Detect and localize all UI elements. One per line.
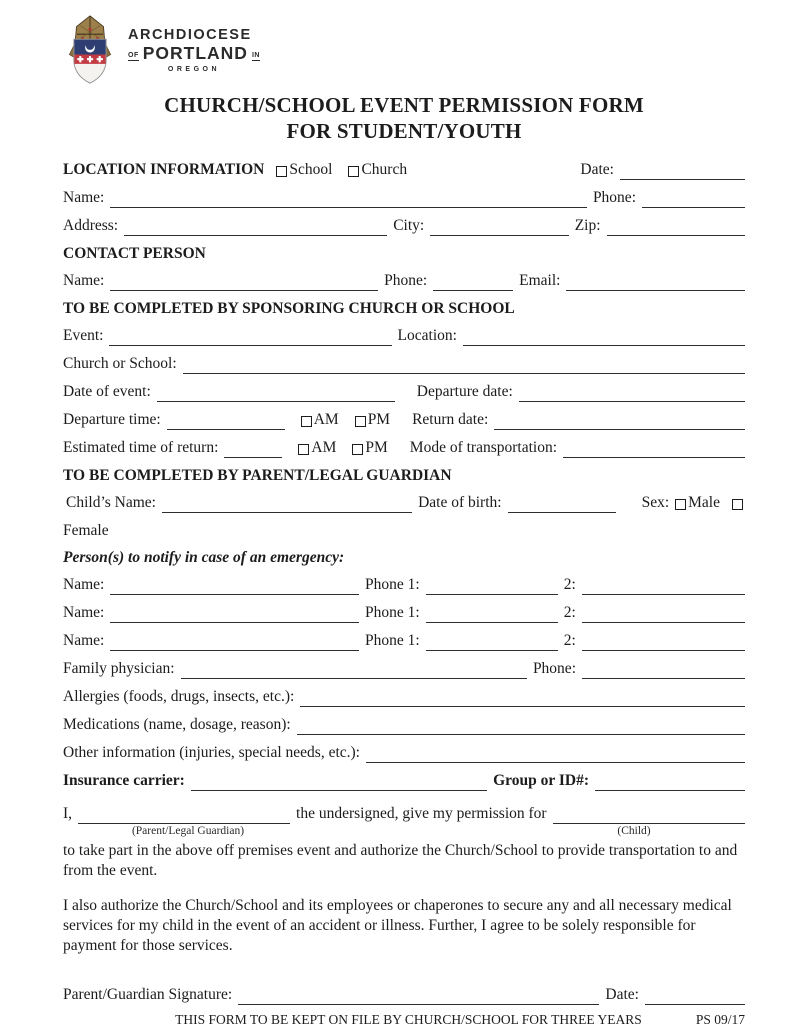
est-return-input-line[interactable] — [224, 438, 282, 458]
church-checkbox[interactable] — [348, 166, 359, 177]
logo-city-word: PORTLAND — [142, 43, 248, 63]
sponsor-heading-row — [63, 299, 745, 318]
return-am-checkbox[interactable] — [298, 444, 309, 455]
form-title — [63, 92, 745, 144]
guardian-heading-row — [63, 466, 745, 485]
emergency-phone2-label: 2: — [563, 604, 576, 621]
contact-heading: CONTACT PERSON — [63, 245, 206, 262]
child-name-label: Child’s Name: — [66, 494, 156, 511]
city-label: City: — [393, 217, 425, 234]
emergency-phone2-label: 2: — [563, 632, 576, 649]
sex-label: Sex: — [641, 494, 670, 511]
child-row — [63, 493, 745, 513]
emergency-name-label: Name: — [63, 604, 105, 621]
signature-date-label: Date: — [605, 986, 639, 1003]
permission-body-2: I also authorize the Church/School and its employees or chaperones to secure any and all necessary medical services for my child in the event of an accident or illness. Further, I agree to be solely responsible for payment for those services. — [63, 897, 732, 954]
archdiocese-logo-text — [128, 28, 260, 73]
emergency-phone1-label: Phone 1: — [364, 604, 420, 621]
departure-time-row — [63, 410, 745, 430]
archdiocese-logo — [63, 14, 745, 86]
transport-label: Mode of transportation: — [409, 439, 558, 456]
address-label: Address: — [63, 217, 119, 234]
signature-label: Parent/Guardian Signature: — [63, 986, 233, 1003]
permission-body-1: to take part in the above off premises event and authorize the Church/School to provide transportation to and from the event. — [63, 842, 738, 879]
event-input-line[interactable] — [109, 326, 391, 346]
contact-phone-input-line[interactable] — [433, 271, 513, 291]
contact-name-label: Name: — [63, 272, 105, 289]
departure-time-input-line[interactable] — [167, 410, 285, 430]
event-label: Event: — [63, 327, 104, 344]
physician-phone-label: Phone: — [532, 660, 576, 677]
departure-pm-checkbox[interactable] — [355, 416, 366, 427]
physician-label: Family physician: — [63, 660, 175, 677]
male-checkbox[interactable] — [675, 499, 686, 510]
archdiocese-crest-icon — [63, 15, 117, 85]
emergency-phone1-input-line-2[interactable] — [426, 603, 558, 623]
emergency-phone2-input-line-2[interactable] — [582, 603, 745, 623]
parent-name-input-line[interactable] — [78, 804, 290, 824]
insurance-row — [63, 771, 745, 791]
emergency-phone1-input-line-3[interactable] — [426, 631, 558, 651]
school-checkbox[interactable] — [276, 166, 287, 177]
emergency-name-input-line-2[interactable] — [110, 603, 359, 623]
name-label: Name: — [63, 189, 105, 206]
child-caption: (Child) — [617, 825, 651, 837]
event-dates-row — [63, 382, 745, 402]
departure-pm-label: PM — [367, 411, 391, 428]
emergency-phone2-label: 2: — [563, 576, 576, 593]
contact-name-row — [63, 271, 745, 291]
phone-label: Phone: — [592, 189, 636, 206]
return-pm-checkbox[interactable] — [352, 444, 363, 455]
location-heading: LOCATION INFORMATION — [63, 161, 265, 178]
contact-phone-label: Phone: — [384, 272, 428, 289]
return-date-input-line[interactable] — [494, 410, 745, 430]
permission-i-label: I, — [63, 805, 73, 822]
emergency-name-label: Name: — [63, 632, 105, 649]
logo-of-word: OF — [128, 51, 139, 59]
phone-input-line[interactable] — [642, 188, 745, 208]
insurance-input-line[interactable] — [191, 771, 487, 791]
contact-name-input-line[interactable] — [110, 271, 378, 291]
address-input-line[interactable] — [124, 216, 387, 236]
church-or-school-input-line[interactable] — [183, 354, 745, 374]
school-checkbox-label: School — [289, 161, 333, 178]
date-label: Date: — [580, 161, 614, 178]
medications-row — [63, 715, 745, 735]
medications-label: Medications (name, dosage, reason): — [63, 716, 291, 733]
male-checkbox-label: Male — [688, 494, 720, 511]
emergency-phone2-input-line-1[interactable] — [582, 575, 745, 595]
child-name-input-line[interactable] — [162, 493, 412, 513]
emergency-heading-row — [63, 548, 745, 567]
footer-retention-note: THIS FORM TO BE KEPT ON FILE BY CHURCH/SCHOOL FOR THREE YEARS — [175, 1012, 642, 1024]
sponsor-heading: TO BE COMPLETED BY SPONSORING CHURCH OR SCHOOL — [63, 300, 515, 317]
return-am-label: AM — [311, 439, 337, 456]
logo-org-name: ARCHDIOCESE — [128, 26, 252, 43]
departure-am-label: AM — [313, 411, 339, 428]
female-wrap-row — [63, 521, 745, 540]
departure-date-input-line[interactable] — [519, 382, 745, 402]
event-location-input-line[interactable] — [463, 326, 745, 346]
city-input-line[interactable] — [430, 216, 568, 236]
departure-time-label: Departure time: — [63, 411, 161, 428]
transport-input-line[interactable] — [563, 438, 745, 458]
church-checkbox-label: Church — [361, 161, 408, 178]
return-date-label: Return date: — [412, 411, 489, 428]
allergies-label: Allergies (foods, drugs, insects, etc.): — [63, 688, 295, 705]
emergency-contact-row-2 — [63, 603, 745, 623]
signature-row — [63, 985, 745, 1005]
dob-input-line[interactable] — [508, 493, 616, 513]
allergies-row — [63, 687, 745, 707]
signature-date-input-line[interactable] — [645, 985, 745, 1005]
event-row — [63, 326, 745, 346]
guardian-heading: TO BE COMPLETED BY PARENT/LEGAL GUARDIAN — [63, 467, 452, 484]
child-name-permission-input-line[interactable] — [553, 804, 745, 824]
footer-row — [63, 1012, 745, 1024]
location-name-row — [63, 188, 745, 208]
physician-input-line[interactable] — [181, 659, 527, 679]
form-title-line2: FOR STUDENT/YOUTH — [286, 119, 522, 143]
emergency-contact-row-1 — [63, 575, 745, 595]
emergency-contact-row-3 — [63, 631, 745, 651]
departure-am-checkbox[interactable] — [301, 416, 312, 427]
return-pm-label: PM — [365, 439, 388, 456]
emergency-name-input-line-1[interactable] — [110, 575, 359, 595]
permission-statement-row — [63, 804, 745, 824]
location-address-row — [63, 216, 745, 236]
other-info-row — [63, 743, 745, 763]
signature-input-line[interactable] — [238, 985, 599, 1005]
zip-label: Zip: — [574, 217, 601, 234]
allergies-input-line[interactable] — [300, 687, 745, 707]
physician-row — [63, 659, 745, 679]
other-info-input-line[interactable] — [366, 743, 745, 763]
group-id-label: Group or ID#: — [493, 772, 589, 789]
form-title-line1: CHURCH/SCHOOL EVENT PERMISSION FORM — [164, 93, 644, 117]
other-info-label: Other information (injuries, special needs, etc.): — [63, 744, 360, 761]
emergency-name-label: Name: — [63, 576, 105, 593]
logo-in-word: IN — [251, 51, 260, 59]
location-heading-row — [63, 160, 745, 180]
date-of-event-label: Date of event: — [63, 383, 151, 400]
group-id-input-line[interactable] — [595, 771, 745, 791]
medications-input-line[interactable] — [297, 715, 745, 735]
dob-label: Date of birth: — [418, 494, 502, 511]
logo-state-word: OREGON — [167, 65, 221, 73]
female-checkbox[interactable] — [732, 499, 743, 510]
est-return-label: Estimated time of return: — [63, 439, 219, 456]
return-time-row — [63, 438, 745, 458]
contact-email-input-line[interactable] — [566, 271, 745, 291]
parent-guardian-caption: (Parent/Legal Guardian) — [131, 825, 245, 837]
name-input-line[interactable] — [110, 188, 587, 208]
church-or-school-row — [63, 354, 745, 374]
date-of-event-input-line[interactable] — [157, 382, 395, 402]
zip-input-line[interactable] — [607, 216, 745, 236]
permission-undersigned-text: the undersigned, give my permission for — [296, 805, 547, 822]
date-input-line[interactable] — [620, 160, 745, 180]
departure-date-label: Departure date: — [416, 383, 513, 400]
contact-email-label: Email: — [519, 272, 561, 289]
footer-form-code: PS 09/17 — [695, 1012, 745, 1024]
event-location-label: Location: — [397, 327, 457, 344]
female-checkbox-label: Female — [63, 522, 109, 539]
emergency-name-input-line-3[interactable] — [110, 631, 359, 651]
emergency-heading: Person(s) to notify in case of an emergency: — [63, 549, 345, 566]
contact-heading-row — [63, 244, 745, 263]
insurance-label: Insurance carrier: — [63, 772, 185, 789]
emergency-phone2-input-line-3[interactable] — [582, 631, 745, 651]
church-or-school-label: Church or School: — [63, 355, 177, 372]
permission-captions-row — [63, 825, 745, 838]
physician-phone-input-line[interactable] — [582, 659, 745, 679]
emergency-phone1-label: Phone 1: — [364, 576, 420, 593]
emergency-phone1-label: Phone 1: — [364, 632, 420, 649]
emergency-phone1-input-line-1[interactable] — [426, 575, 558, 595]
